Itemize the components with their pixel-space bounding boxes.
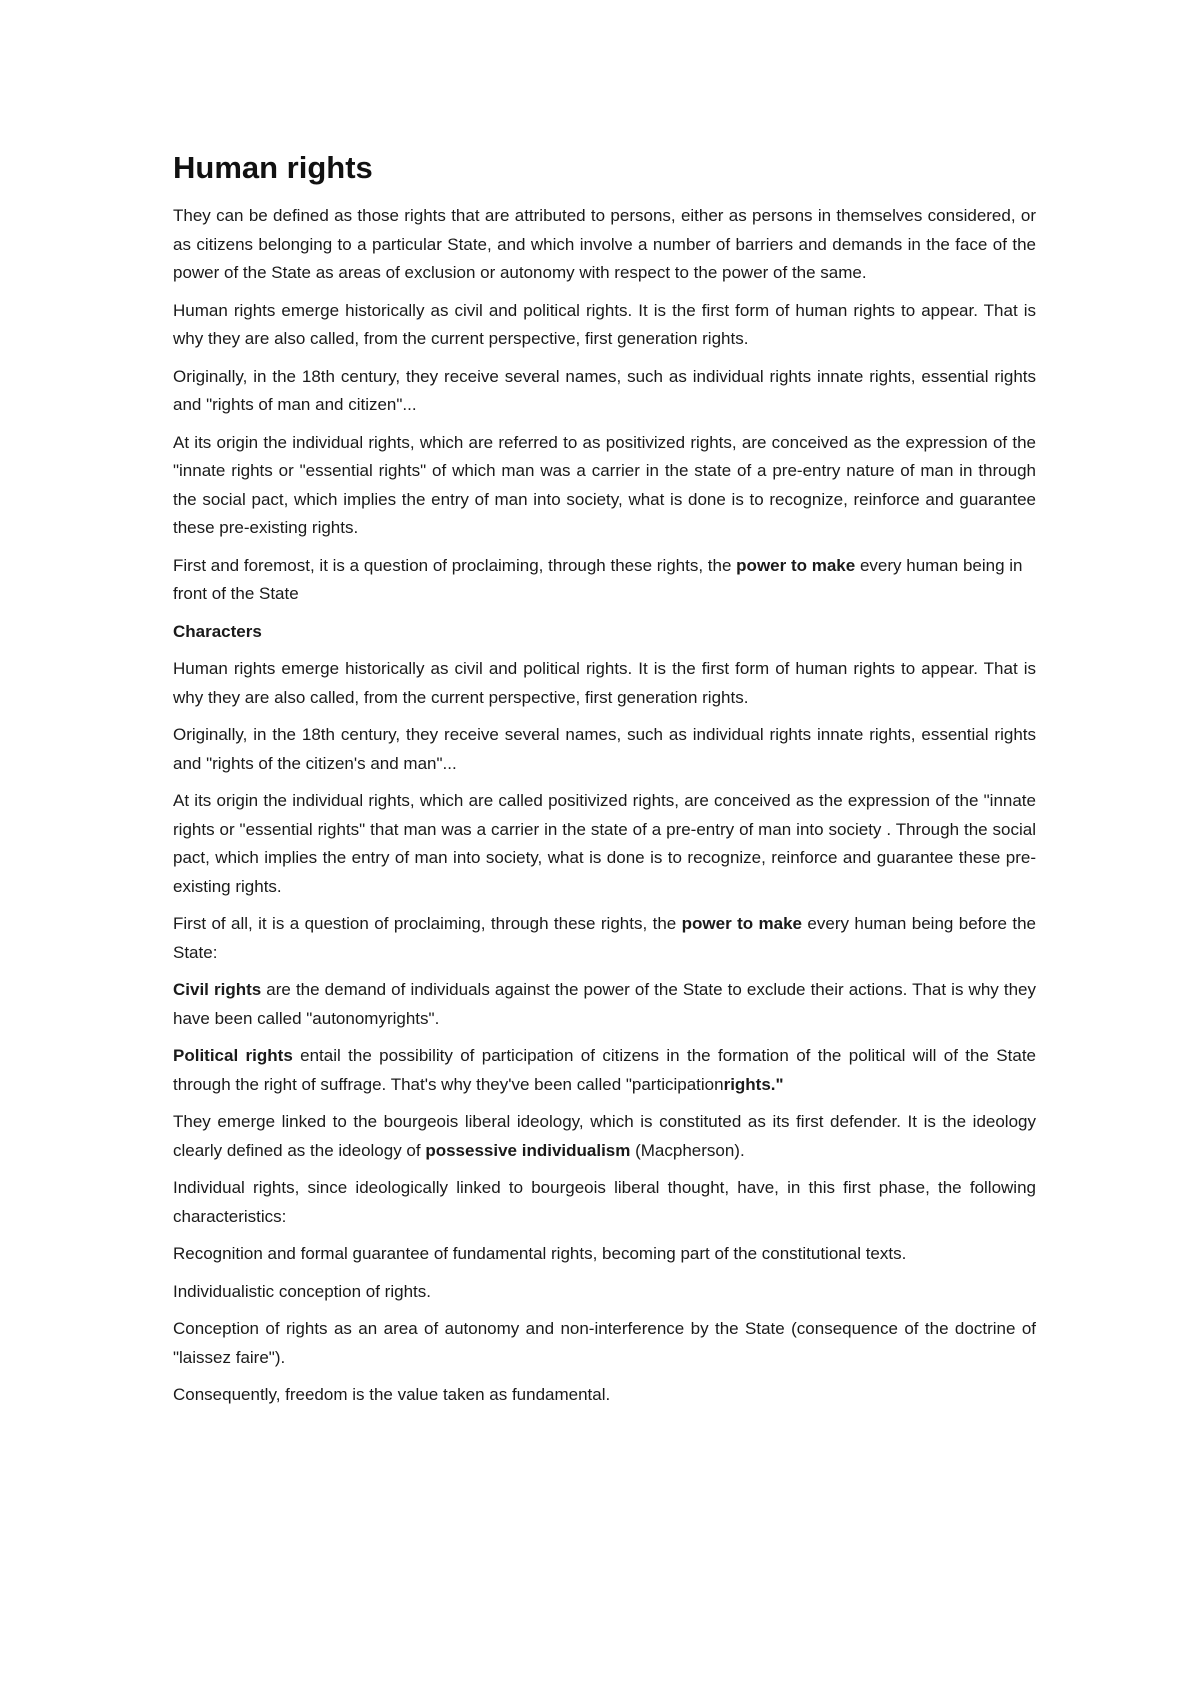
paragraph-origin-individual-rights-repeat: At its origin the individual rights, which are called positivized rights, are conceived as the expression of the "innate rights or "essential rights" that man was a carrier in the state of a pre-entry of man into society . Through the social pact, which implies the entry of man into society, what is done is to recognize, reinforce and guarantee these pre-existing rights. (173, 791, 1036, 896)
paragraph-freedom-fundamental: Consequently, freedom is the value taken as fundamental. (173, 1385, 611, 1404)
text-run: First of all, it is a question of proclaiming, through these rights, the (173, 914, 682, 933)
section-heading-characters: Characters (173, 621, 262, 641)
paragraph-autonomy-conception: Conception of rights as an area of autonomy and non-interference by the State (consequence of the doctrine of "laissez faire"). (173, 1319, 1036, 1367)
bold-run: power to make (736, 555, 856, 575)
bold-run: Political rights (173, 1046, 293, 1065)
paragraph-political-rights (173, 1042, 1036, 1099)
text-run: (Macpherson). (630, 1140, 745, 1160)
paragraph-definition: They can be defined as those rights that are attributed to persons, either as persons in themselves considered, or as citizens belonging to a particular State, and which involve a number of barriers and demands in the face of the power of the State as areas of exclusion or autonomy with respect to the power of the same. (173, 206, 1036, 282)
paragraph-historical-emergence: Human rights emerge historically as civil and political rights. It is the first form of human rights to appear. That is why they are also called, from the current perspective, first generation rights. (173, 300, 1036, 348)
bold-run: possessive individualism (425, 1140, 631, 1160)
text-run: entail the possibility of participation of citizens in the formation of the political will of the State through the right of suffrage. That's why they've been called "participation (173, 1046, 1036, 1094)
text-run: are the demand of individuals against the power of the State to exclude their actions. That is why they have been called "autonomyrights". (173, 980, 1036, 1028)
paragraph-originally-names-repeat: Originally, in the 18th century, they receive several names, such as individual rights innate rights, essential rights and "rights of the citizen's and man"... (173, 725, 1036, 773)
document-title: Human rights (173, 150, 373, 185)
paragraph-individualistic-conception: Individualistic conception of rights. (173, 1281, 431, 1301)
paragraph-characteristics-intro: Individual rights, since ideologically linked to bourgeois liberal thought, have, in this first phase, the following characteristics: (173, 1178, 1036, 1226)
text-run: They emerge linked to the bourgeois liberal ideology, which is constituted as its first defender. It is the ideology clearly defined as the ideology of (173, 1112, 1036, 1160)
paragraph-recognition-guarantee: Recognition and formal guarantee of fundamental rights, becoming part of the constitutional texts. (173, 1244, 907, 1263)
paragraph-first-of-all (173, 910, 1036, 967)
document-page (173, 148, 1036, 1419)
text-run: First and foremost, it is a question of proclaiming, through these rights, the (173, 555, 737, 575)
paragraph-origin-individual-rights: At its origin the individual rights, which are referred to as positivized rights, are conceived as the expression of the "innate rights or "essential rights" of which man was a carrier in the state of a pre-entry nature of man in through the social pact, which implies the entry of man into society, what is done is to recognize, reinforce and guarantee these pre-existing rights. (173, 432, 1036, 537)
paragraph-first-and-foremost (173, 552, 1036, 609)
paragraph-bourgeois-ideology (173, 1108, 1036, 1165)
bold-run: power to make (681, 914, 803, 933)
paragraph-historical-emergence-repeat: Human rights emerge historically as civil and political rights. It is the first form of human rights to appear. That is why they are also called, from the current perspective, first generation rights. (173, 659, 1036, 707)
text-run: every human being in front of the State (173, 555, 1023, 603)
bold-run: rights." (723, 1074, 784, 1094)
paragraph-originally-names: Originally, in the 18th century, they receive several names, such as individual rights innate rights, essential rights and "rights of man and citizen"... (173, 366, 1036, 414)
paragraph-civil-rights (173, 976, 1036, 1033)
bold-run: Civil rights (173, 980, 262, 999)
text-run: every human being before the State: (173, 914, 1036, 962)
